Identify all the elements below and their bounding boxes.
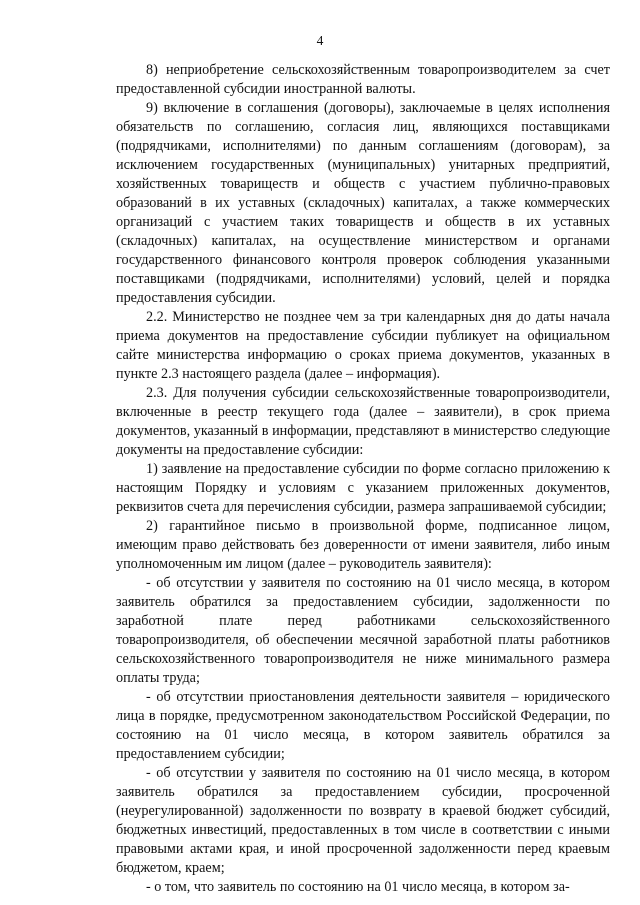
page-number: 4 (316, 33, 324, 48)
paragraph-dash-continued: - о том, что заявитель по состоянию на 01 число месяца, в котором за- (146, 879, 570, 895)
paragraph-item-9: 9) включение в соглашения (договоры), заключаемые в целях исполнения обязательств по соглашению, согласия лиц, являющихся поставщиками (подрядчиками, исполнителями) по данным соглашениям (договорам), за исключением государственных (муниципальных) унитарных предприятий, хозяйственных товариществ и обществ с участием публично-правовых образований в их уставных (складочных) капиталах, а также коммерческих организаций с участием таких товариществ и обществ в их уставных (складочных) капиталах, на осуществление министерством и органами государственного финансового контроля проверок соблюдения указанными поставщиками (подрядчиками, исполнителями) условий, целей и порядка предоставления субсидии. (116, 100, 610, 306)
paragraph-dash-suspension: - об отсутствии приостановления деятельности заявителя – юридического лица в порядке, предусмотренном законодательством Российской Федерации, по состоянию на 01 число месяца, в котором заявитель обратился за предоставлением субсидии; (116, 689, 610, 762)
paragraph-item-8: 8) неприобретение сельскохозяйственным товаропроизводителем за счет предоставленной субсидии иностранной валюты. (116, 62, 610, 97)
paragraph-dash-wages: - об отсутствии у заявителя по состоянию на 01 число месяца, в котором заявитель обратился за предоставлением субсидии, задолженности по заработной плате перед работниками сельскохозяйственного товаропроизводителя, об обеспечении месячной заработной платы работников сельскохозяйственного товаропроизводителя не ниже минимального размера оплаты труда; (116, 575, 610, 686)
paragraph-2-2: 2.2. Министерство не позднее чем за три календарных дня до даты начала приема документов на предоставление субсидии публикует на официальном сайте министерства информацию о сроках приема документов, указанных в пункте 2.3 настоящего раздела (далее – информация). (116, 309, 610, 382)
document-body (116, 61, 610, 897)
paragraph-2-3: 2.3. Для получения субсидии сельскохозяйственные товаропроизводители, включенные в реестр текущего года (далее – заявители), в срок приема документов, указанный в информации, представляют в министерство следующие документы на предоставление субсидии: (116, 385, 610, 458)
paragraph-document-1: 1) заявление на предоставление субсидии по форме согласно приложению к настоящим Порядку и условиям с указанием приложенных документов, реквизитов счета для перечисления субсидии, размера запрашиваемой субсидии; (116, 461, 610, 515)
paragraph-document-2: 2) гарантийное письмо в произвольной форме, подписанное лицом, имеющим право действовать без доверенности от имени заявителя, либо иным уполномоченным им лицом (далее – руководитель заявителя): (116, 518, 610, 572)
paragraph-dash-debt: - об отсутствии у заявителя по состоянию на 01 число месяца, в котором заявитель обратился за предоставлением субсидии, просроченной (неурегулированной) задолженности по возврату в краевой бюджет субсидий, бюджетных инвестиций, предоставленных в том числе в соответствии с иными правовыми актами края, и иной просроченной задолженности перед краевым бюджетом, краем; (116, 765, 610, 876)
